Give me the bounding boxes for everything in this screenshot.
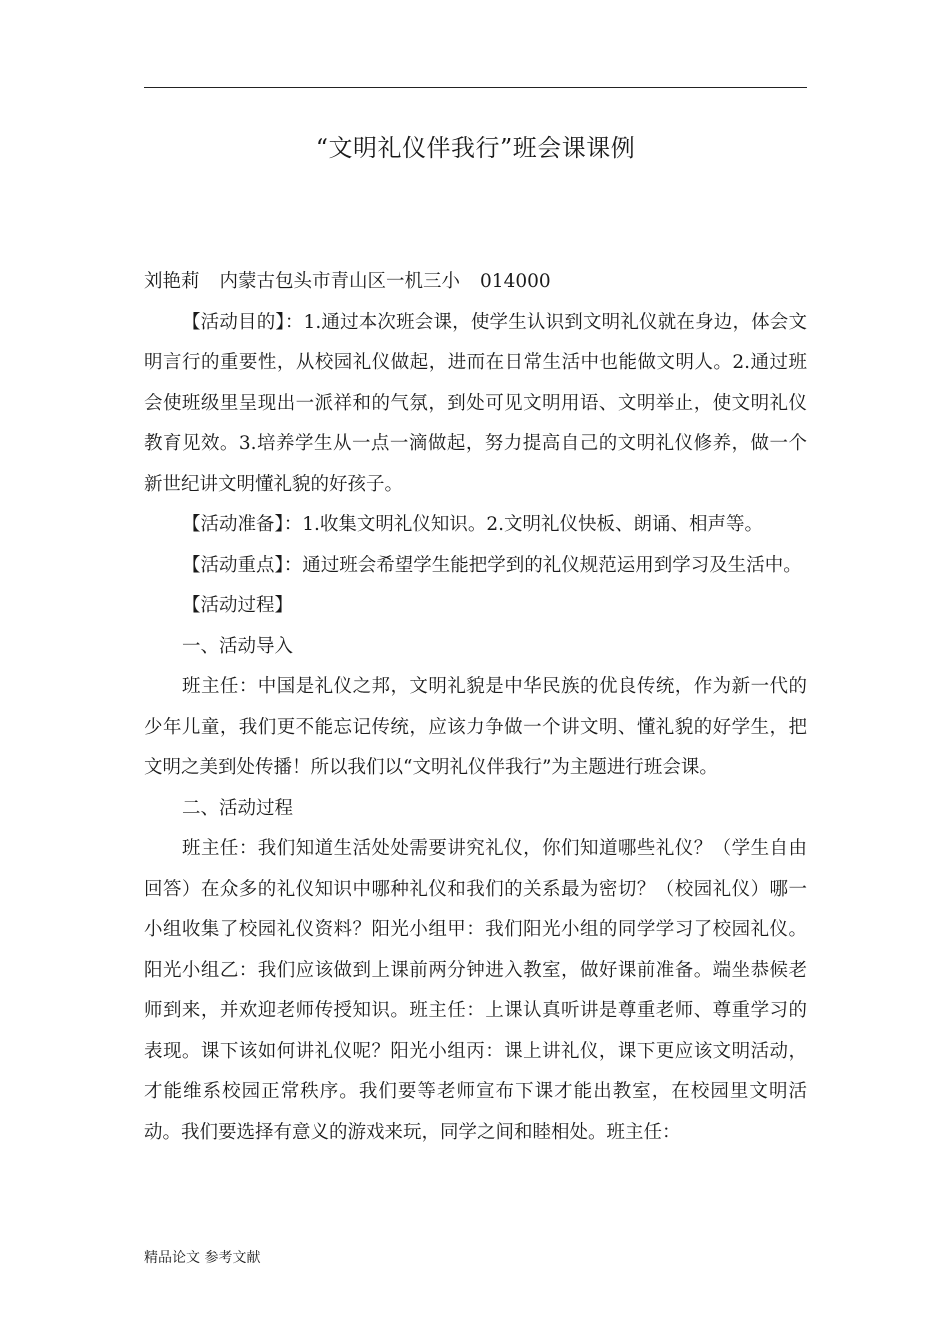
author-name: 刘艳莉	[144, 271, 200, 292]
heading-activity-process: 【活动过程】	[182, 595, 294, 616]
paragraph-activity-focus: 【活动重点】：通过班会希望学生能把学到的礼仪规范运用到学习及生活中。	[182, 554, 802, 576]
document-title: “文明礼仪伴我行”班会课课例	[315, 134, 636, 162]
document-body	[144, 262, 807, 1153]
author-affiliation: 内蒙古包头市青山区一机三小	[219, 271, 461, 292]
author-postcode: 014000	[480, 271, 551, 292]
paragraph-process: 班主任：我们知道生活处处需要讲究礼仪，你们知道哪些礼仪？（学生自由回答）在众多的礼仪知识中哪种礼仪和我们的关系最为密切？（校园礼仪）哪一小组收集了校园礼仪资料？阳光小组甲：我们阳光小组的同学学习了校园礼仪。阳光小组乙：我们应该做到上课前两分钟进入教室，做好课前准备。端坐恭候老师到来，并欢迎老师传授知识。班主任：上课认真听讲是尊重老师、尊重学习的表现。课下该如何讲礼仪呢？阳光小组丙：课上讲礼仪，课下更应该文明活动，才能维系校园正常秩序。我们要等老师宣布下课才能出教室，在校园里文明活动。我们要选择有意义的游戏来玩，同学之间和睦相处。班主任：	[144, 838, 807, 1143]
page-footer: 精品论文 参考文献	[144, 1250, 261, 1266]
heading-section-1: 一、活动导入	[182, 635, 294, 657]
paragraph-introduction: 班主任：中国是礼仪之邦，文明礼貌是中华民族的优良传统，作为新一代的少年儿童，我们更不能忘记传统，应该力争做一个讲文明、懂礼貌的好学生，把文明之美到处传播！所以我们以“文明礼仪伴我行”为主题进行班会课。	[144, 676, 807, 778]
paragraph-activity-preparation: 【活动准备】：1.收集文明礼仪知识。2.文明礼仪快板、朗诵、相声等。	[182, 514, 764, 535]
header-rule	[144, 87, 807, 88]
heading-section-2: 二、活动过程	[182, 797, 294, 819]
paragraph-activity-goal: 【活动目的】：1.通过本次班会课，使学生认识到文明礼仪就在身边，体会文明言行的重要性，从校园礼仪做起，进而在日常生活中也能做文明人。2.通过班会使班级里呈现出一派祥和的气氛，到处可见文明用语、文明举止，使文明礼仪教育见效。3.培养学生从一点一滴做起，努力提高自己的文明礼仪修养，做一个新世纪讲文明懂礼貌的好孩子。	[144, 311, 807, 495]
author-line	[144, 262, 807, 303]
